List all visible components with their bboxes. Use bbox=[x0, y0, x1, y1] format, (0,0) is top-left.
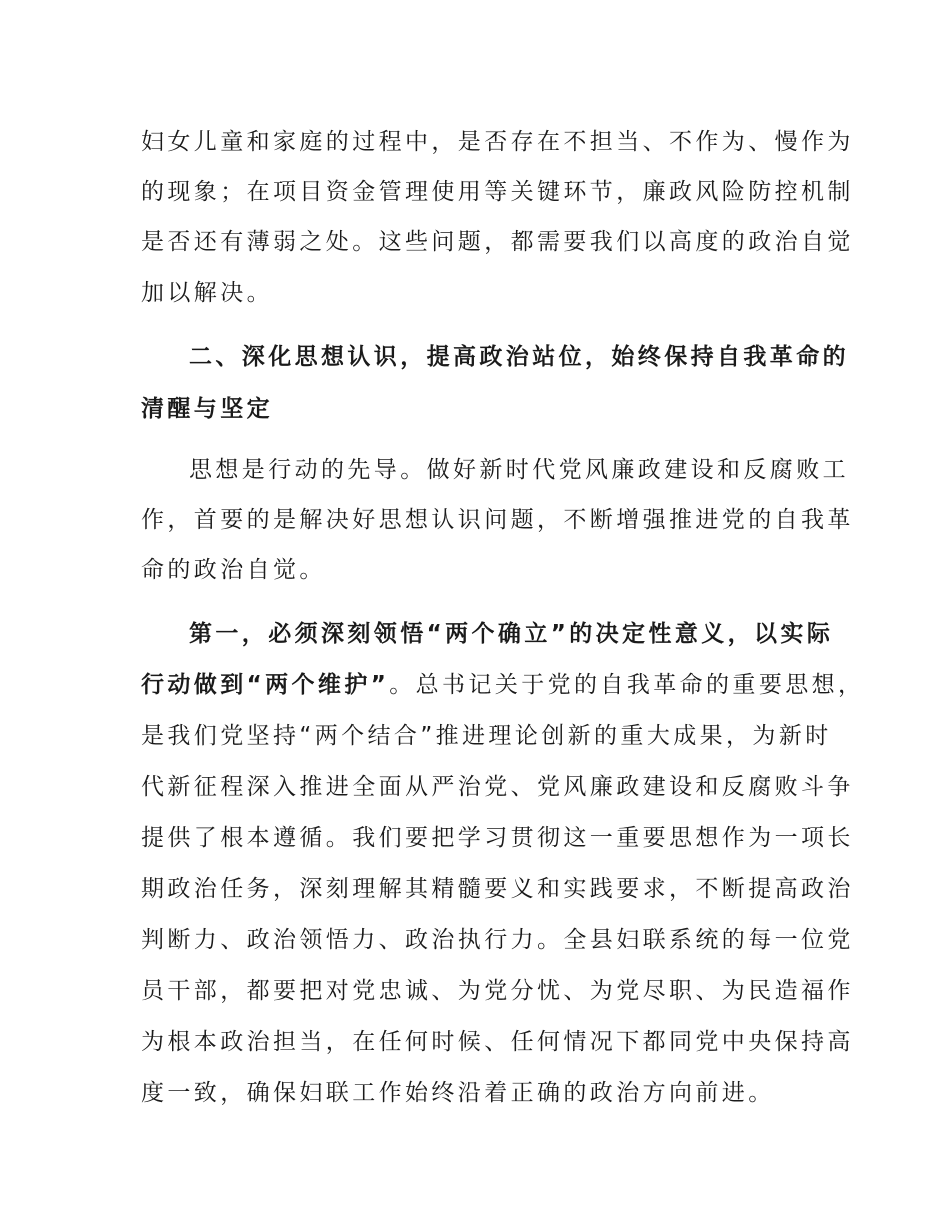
bold-lead-text: 行动做到“两个维护” bbox=[141, 672, 390, 698]
paragraph-line: 为根本政治担当，在任何时候、任何情况下都同党中央保持高 bbox=[141, 1029, 854, 1055]
regular-text: 。总书记关于党的自我革命的重要思想， bbox=[389, 672, 865, 698]
paragraph-line: 妇女儿童和家庭的过程中，是否存在不担当、不作为、慢作为 bbox=[141, 129, 854, 155]
paragraph-line: 提供了根本遵循。我们要把学习贯彻这一重要思想作为一项长 bbox=[141, 825, 854, 851]
paragraph-line: 员干部，都要把对党忠诚、为党分忧、为党尽职、为民造福作 bbox=[141, 978, 854, 1004]
mixed-line bbox=[141, 667, 865, 703]
paragraph-line: 代新征程深入推进全面从严治党、党风廉政建设和反腐败斗争 bbox=[141, 774, 854, 800]
paragraph-line: 是我们党坚持“两个结合”推进理论创新的重大成果，为新时 bbox=[141, 723, 832, 749]
paragraph-line: 思想是行动的先导。做好新时代党风廉政建设和反腐败工 bbox=[189, 457, 849, 483]
paragraph-line: 是否还有薄弱之处。这些问题，都需要我们以高度的政治自觉 bbox=[141, 229, 854, 255]
heading-line: 二、深化思想认识，提高政治站位，始终保持自我革命的 bbox=[189, 344, 849, 370]
paragraph-line: 判断力、政治领悟力、政治执行力。全县妇联系统的每一位党 bbox=[141, 927, 854, 953]
paragraph-line: 的现象；在项目资金管理使用等关键环节，廉政风险防控机制 bbox=[141, 179, 854, 205]
paragraph-line: 度一致，确保妇联工作始终沿着正确的政治方向前进。 bbox=[141, 1080, 775, 1106]
paragraph-line: 期政治任务，深刻理解其精髓要义和实践要求，不断提高政治 bbox=[141, 876, 854, 902]
paragraph-line: 命的政治自觉。 bbox=[141, 557, 326, 583]
bold-lead-line: 第一，必须深刻领悟“两个确立”的决定性意义，以实际 bbox=[189, 621, 834, 647]
paragraph-line: 作，首要的是解决好思想认识问题，不断增强推进党的自我革 bbox=[141, 507, 854, 533]
heading-line: 清醒与坚定 bbox=[141, 396, 273, 422]
paragraph-line: 加以解决。 bbox=[141, 280, 273, 306]
